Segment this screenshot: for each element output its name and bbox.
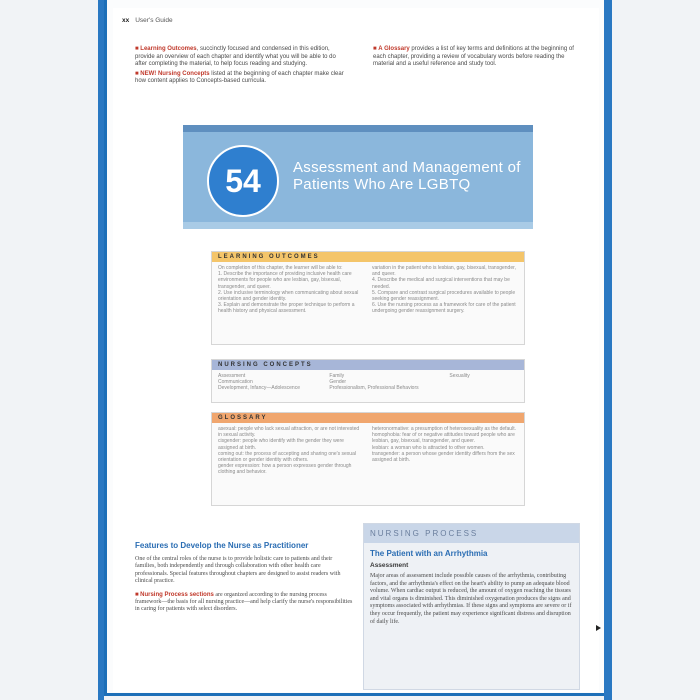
chapter-banner: [183, 125, 533, 229]
learning-outcomes-text: On completion of this chapter, the learner will be able to: 1. Describe the importance of providing inclusive health care environments for people who are lesbian, gay, bisexual, transgender, and queer. 2. Use inclusive terminology when communicating about sexual orientation and gender identity. 3. Explain and demonstrate the proper technique to perform a health history and physical assessment. variation in the patient who is lesbian, gay, bisexual, transgender, and queer. 4. Describe the medical and surgical interventions that may be needed. 5. Compare and contrast surgical procedures available to people seeking gender reassignment. 6. Use the nursing process as a framework for care of the patient undergoing gender reassignment surgery.: [218, 265, 516, 315]
right-frame-border: [604, 0, 612, 700]
bullet-nursing-concepts: ■ NEW! Nursing Concepts listed at the beginning of each chapter make clear how content applies to Concepts-based curricula.: [135, 70, 344, 85]
pointer-arrow-icon: [596, 625, 601, 631]
glossary-heading: GLOSSARY: [212, 413, 524, 423]
nursing-process-header: NURSING PROCESS: [364, 524, 579, 543]
bullet-icon: ■: [135, 46, 141, 52]
banner-bottom-stripe: [183, 222, 533, 229]
nursing-concepts-list: Assessment Family Sexuality Communication Gender Development, Infancy—Adolescence Professionalism, Professional Behaviors: [218, 373, 470, 392]
bullets-right: [373, 46, 583, 69]
features-paragraph: One of the central roles of the nurse is to provide holistic care to patients and their families, both independently and through collaboration with other health care professionals. Special features throughout chapters are designed to assist readers with clinical practice.: [135, 556, 341, 585]
glossary-box: [211, 412, 525, 506]
nursing-process-sample: [363, 523, 580, 690]
nursing-concepts-box: [211, 359, 525, 403]
learning-outcomes-box: [211, 251, 525, 345]
bullet-icon: ■: [373, 46, 379, 52]
running-header: [122, 17, 173, 24]
bullet-glossary: ■ A Glossary provides a list of key terms and definitions at the beginning of each chapter, providing a review of vocabulary words before reading the material and a useful reference and study tool.: [373, 46, 574, 68]
bullet-nursing-process: ■ Nursing Process sections are organized according to the nursing process framework—the basis for all nursing practice—and help clarify the nurse's responsibilities in caring for patients with select disorders.: [135, 591, 353, 613]
chapter-title: Assessment and Management of Patients Who Are LGBTQ: [293, 159, 521, 193]
nursing-process-body: Major areas of assessment include possible causes of the arrhythmia, contributing factors, and the arrhythmia's effect on the heart's ability to pump an adequate blood volume. When cardiac output is reduced, the amount of oxygen reaching the tissues and vital organs is diminished. This diminished oxygenation produces the signs and symptoms associated with arrhythmias. If these signs and symptoms are severe or if they occur frequently, the patient may experience significant distress and disruption of daily life.: [370, 573, 572, 625]
page-number: xx: [122, 17, 130, 24]
header-title: User's Guide: [135, 17, 173, 24]
banner-top-stripe: [183, 125, 533, 132]
nursing-process-title: The Patient with an Arrhythmia: [370, 549, 488, 558]
nursing-process-subhead: Assessment: [370, 562, 409, 569]
features-title: Features to Develop the Nurse as Practitioner: [135, 541, 309, 550]
learning-outcomes-heading: LEARNING OUTCOMES: [212, 252, 524, 262]
bullet-icon: ■: [135, 70, 141, 77]
bullet-icon: ■: [135, 591, 141, 598]
bullets-left: [135, 46, 345, 86]
features-section: [135, 541, 353, 614]
glossary-text: asexual: people who lack sexual attraction, or are not interested in sexual activity. cisgender: people who identify with the gender they were assigned at birth. coming out: the process of accepting and sharing one's sexual orientation or gender identity with others. gender expression: how a person expresses gender through clothing and behavior. heteronormative: a presumption of heterosexuality as the default. homophobia: fear of or negative attitudes toward people who are lesbian, gay, bisexual, transgender, and queer. lesbian: a woman who is attracted to other women. transgender: a person whose gender identity differs from the sex assigned at birth.: [218, 426, 516, 476]
document-page: [113, 8, 599, 692]
bullet-learning-outcomes: ■ Learning Outcomes, succinctly focused and condensed in this edition, provide an overview of each chapter and identify what you will be able to do after completing the material, to help focus reading and studying.: [135, 46, 336, 68]
nursing-concepts-heading: NURSING CONCEPTS: [212, 360, 524, 370]
chapter-number-badge: 54: [207, 145, 279, 217]
